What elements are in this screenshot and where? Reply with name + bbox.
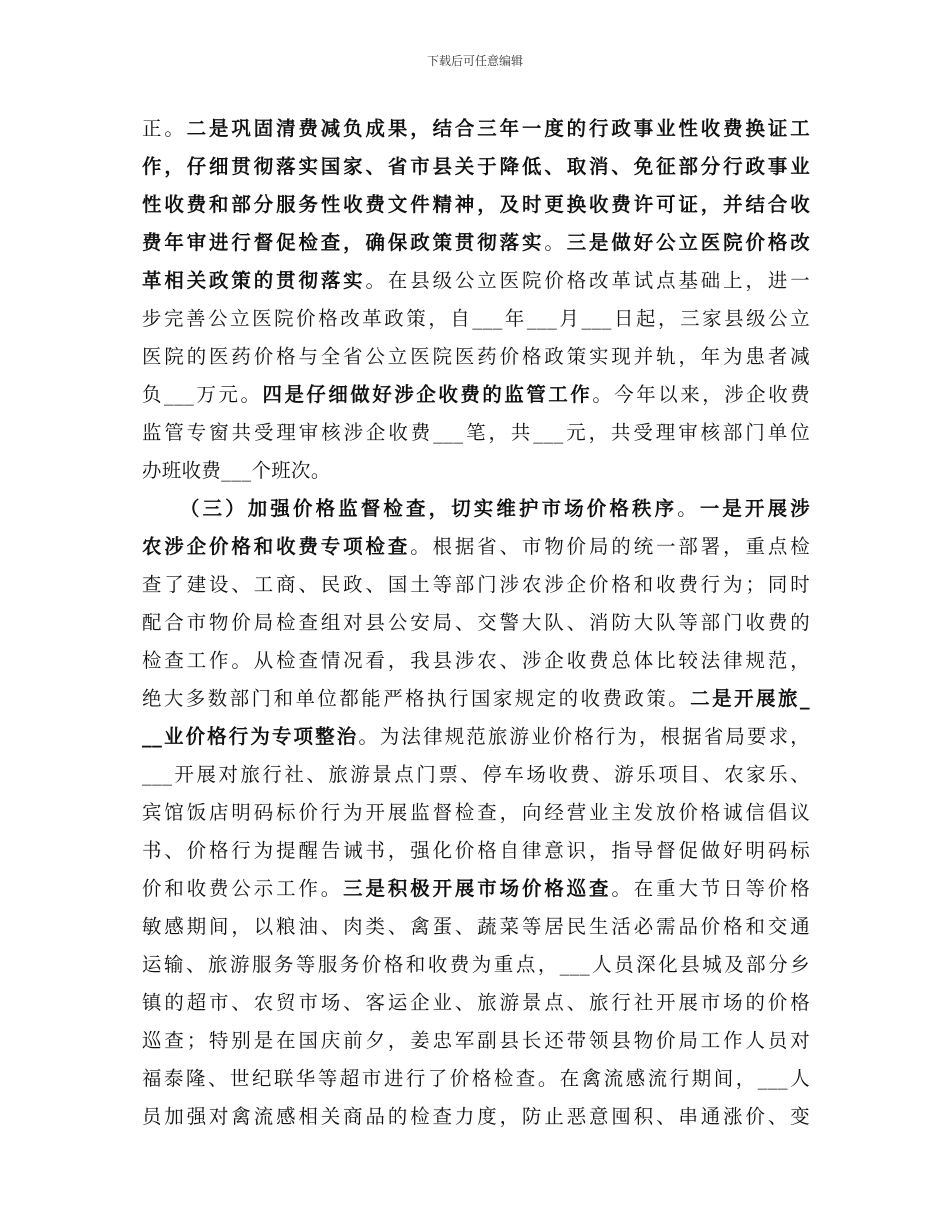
text-line xyxy=(142,908,810,946)
text-line xyxy=(142,224,810,262)
text-run: 镇的超市、农贸市场、客运企业、旅游景点、旅行社开展市场的价格 xyxy=(142,991,810,1014)
bold-text-run: 一是开展涉 xyxy=(699,497,811,520)
text-line xyxy=(142,832,810,870)
text-run: 正。 xyxy=(142,117,187,140)
text-line xyxy=(142,1098,810,1136)
text-line xyxy=(142,528,810,566)
text-line xyxy=(142,110,810,148)
text-run: 。为法律规范旅游业价格行为，根据省局要求， xyxy=(358,725,810,748)
document-body xyxy=(142,110,810,1136)
text-line xyxy=(142,946,810,984)
bold-text-run: （三）加强价格监督检查，切实维护市场价格秩序 xyxy=(180,497,678,520)
text-run: 书、价格行为提醒告诫书，强化价格自律意识，指导督促做好明码标 xyxy=(142,839,810,862)
bold-text-run: 二是开展旅_ xyxy=(690,687,810,710)
text-line xyxy=(142,756,810,794)
text-line xyxy=(142,1060,810,1098)
bold-text-run: 农涉企价格和收费专项检查 xyxy=(142,535,411,558)
text-line xyxy=(142,566,810,604)
text-line xyxy=(142,794,810,832)
text-run: 员加强对禽流感相关商品的检查力度，防止恶意囤积、串通涨价、变 xyxy=(142,1105,810,1128)
text-run: 巡查；特别是在国庆前夕，姜忠军副县长还带领县物价局工作人员对 xyxy=(142,1029,810,1052)
bold-text-run: 革相关政策的贯彻落实 xyxy=(142,269,366,292)
text-run: 办班收费___个班次。 xyxy=(142,459,331,482)
text-line xyxy=(142,414,810,452)
text-run: 。 xyxy=(677,497,700,520)
text-run: 检查工作。从检查情况看，我县涉农、涉企收费总体比较法律规范， xyxy=(142,649,810,672)
text-run: 。根据省、市物价局的统一部署，重点检 xyxy=(410,535,810,558)
text-line xyxy=(142,148,810,186)
text-line xyxy=(142,452,810,490)
text-run: 查了建设、工商、民政、国土等部门涉农涉企价格和收费行为；同时 xyxy=(142,573,810,596)
text-run: 运输、旅游服务等服务价格和收费为重点，___人员深化县城及部分乡 xyxy=(142,953,810,976)
text-run: ___开展对旅行社、旅游景点门票、停车场收费、游乐项目、农家乐、 xyxy=(142,763,810,786)
text-line xyxy=(142,186,810,224)
text-run: 配合市物价局检查组对县公安局、交警大队、消防大队等部门收费的 xyxy=(142,611,810,634)
bold-text-run: 作，仔细贯彻落实国家、省市县关于降低、取消、免征部分行政事业 xyxy=(142,155,810,178)
text-line xyxy=(142,490,810,528)
text-run: 敏感期间，以粮油、肉类、禽蛋、蔬菜等居民生活必需品价格和交通 xyxy=(142,915,810,938)
bold-text-run: 二是巩固清费减负成果，结合三年一度的行政事业性收费换证工 xyxy=(186,117,810,140)
text-line xyxy=(142,870,810,908)
page-header-note: 下载后可任意编辑 xyxy=(426,54,523,68)
text-run: 监管专窗共受理审核涉企收费___笔，共___元，共受理审核部门单位 xyxy=(142,421,810,444)
bold-text-run: __业价格行为专项整治 xyxy=(142,725,359,748)
text-line xyxy=(142,262,810,300)
bold-text-run: 性收费和部分服务性收费文件精神，及时更换收费许可证，并结合收 xyxy=(142,193,810,216)
text-line xyxy=(142,984,810,1022)
text-run: 价和收费公示工作。 xyxy=(142,877,344,900)
text-line xyxy=(142,300,810,338)
text-line xyxy=(142,1022,810,1060)
bold-text-run: 四是仔细做好涉企收费的监管工作 xyxy=(262,383,593,406)
text-run: 。今年以来，涉企收费 xyxy=(592,383,811,406)
text-run: 宾馆饭店明码标价行为开展监督检查，向经营业主发放价格诚信倡议 xyxy=(142,801,810,824)
text-line xyxy=(142,718,810,756)
text-run: 。在重大节日等价格 xyxy=(611,877,810,900)
text-run: 步完善公立医院价格改革政策，自___年___月___日起，三家县级公立 xyxy=(142,307,810,330)
text-line xyxy=(142,376,810,414)
text-run: 医院的医药价格与全省公立医院医药价格政策实现并轨，年为患者减 xyxy=(142,345,810,368)
text-run: 福泰隆、世纪联华等超市进行了价格检查。在禽流感流行期间，___人 xyxy=(142,1067,810,1090)
text-run: 。 xyxy=(544,231,567,254)
text-run: 绝大多数部门和单位都能严格执行国家规定的收费政策。 xyxy=(142,687,691,710)
text-line xyxy=(142,642,810,680)
text-line xyxy=(142,338,810,376)
text-line xyxy=(142,680,810,718)
bold-text-run: 三是做好公立医院价格改 xyxy=(566,231,810,254)
text-run: 。在县级公立医院价格改革试点基础上，进一 xyxy=(365,269,811,292)
text-run: 负___万元。 xyxy=(142,383,263,406)
bold-text-run: 三是积极开展市场价格巡查 xyxy=(343,877,612,900)
bold-text-run: 费年审进行督促检查，确保政策贯彻落实 xyxy=(142,231,545,254)
text-line xyxy=(142,604,810,642)
